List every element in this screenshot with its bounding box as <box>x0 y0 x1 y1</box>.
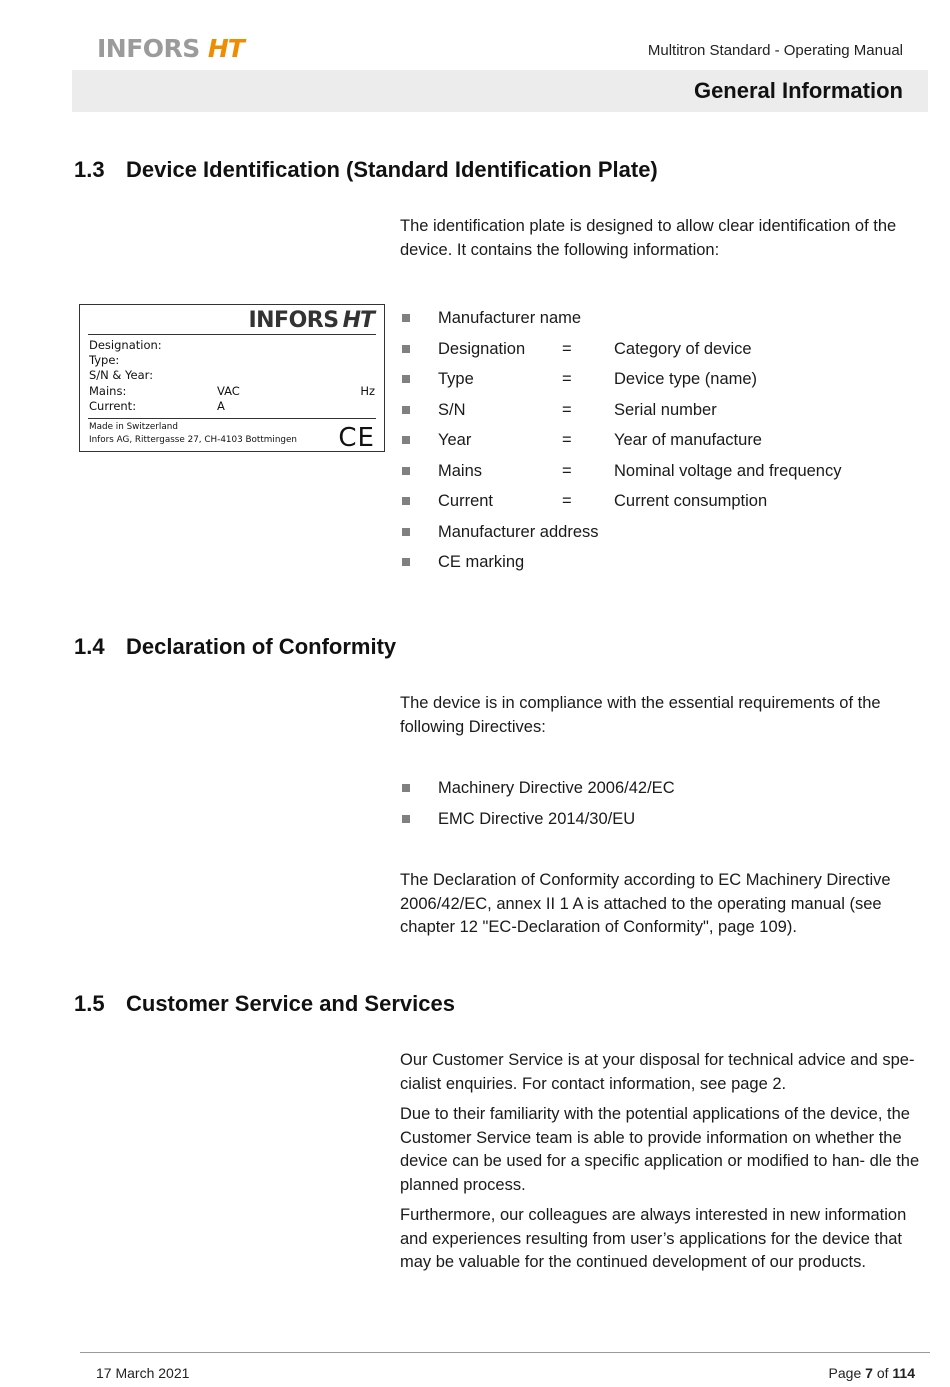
section-title: Declaration of Conformity <box>126 634 397 659</box>
plate-type-label: Type: <box>89 353 120 367</box>
bullet-square-icon <box>402 467 410 475</box>
plate-divider-bottom <box>88 418 376 419</box>
directives-list <box>400 777 675 838</box>
section-title: Device Identification (Standard Identification Plate) <box>126 157 658 182</box>
bullet-square-icon <box>402 345 410 353</box>
list-item <box>400 368 841 399</box>
logo-ht-mark: HT <box>207 34 244 63</box>
section-title: Customer Service and Services <box>126 991 455 1016</box>
item-description: Serial number <box>614 400 717 419</box>
bullet-square-icon <box>402 815 410 823</box>
section-1-4-closing: The Declaration of Conformity according to EC Machinery Directive 2006/42/EC, annex II 1 A is attached to the operating manual (see chapter 12 "EC-Declaration of Conformity", page 109). <box>400 871 891 936</box>
bullet-square-icon <box>402 528 410 536</box>
plate-mains-vac: VAC <box>217 384 240 398</box>
plate-made-in: Made in Switzerland <box>89 422 178 432</box>
page-prefix: Page <box>828 1365 862 1381</box>
bullet-square-icon <box>402 406 410 414</box>
bullet-square-icon <box>402 497 410 505</box>
page-total: 114 <box>892 1365 915 1381</box>
list-item <box>400 808 675 839</box>
ce-marking-icon: CE <box>338 423 375 453</box>
plate-mains-hz: Hz <box>360 384 375 398</box>
header-band <box>72 70 928 112</box>
infors-ht-logo <box>97 34 244 63</box>
logo-wordmark: INFORS <box>97 34 200 63</box>
item-equals: = <box>562 370 572 388</box>
item-equals: = <box>562 431 572 449</box>
item-term: Current <box>438 492 494 510</box>
bullet-square-icon <box>402 314 410 322</box>
page-of: of <box>876 1365 889 1381</box>
list-item <box>400 399 841 430</box>
directive-name: EMC Directive 2014/30/EU <box>438 809 636 828</box>
section-1-3-intro: The identification plate is designed to allow clear identification of the device. It contains the following information: <box>400 217 897 259</box>
section-1-4-intro: The device is in compliance with the essential requirements of the following Directives: <box>400 694 881 736</box>
item-description: Category of device <box>614 339 752 358</box>
item-term: S/N <box>438 400 466 419</box>
plate-current-label: Current: <box>89 399 137 413</box>
directive-name: Machinery Directive 2006/42/EC <box>438 779 675 797</box>
item-description: Current consumption <box>614 492 768 510</box>
list-item <box>400 777 675 808</box>
footer-date: 17 March 2021 <box>96 1365 190 1381</box>
bullet-square-icon <box>402 784 410 792</box>
item-term: CE marking <box>438 553 525 571</box>
section-1-5-paragraph-3: Furthermore, our colleagues are always interested in new information and experiences resulting from user’s applications for the device that may be valuable for the continued development of our products. <box>400 1206 907 1271</box>
item-description: Nominal voltage and frequency <box>614 461 842 480</box>
item-term: Manufacturer address <box>438 522 599 541</box>
list-item <box>400 521 841 552</box>
list-item <box>400 307 841 338</box>
identification-plate-figure <box>79 304 385 452</box>
item-term: Type <box>438 370 474 388</box>
plate-designation-label: Designation: <box>89 338 162 352</box>
item-description: Device type (name) <box>614 370 758 388</box>
item-equals: = <box>562 492 572 510</box>
item-equals: = <box>562 461 572 480</box>
item-term: Mains <box>438 461 483 480</box>
chapter-title: General Information <box>693 78 903 103</box>
list-item <box>400 460 841 491</box>
bullet-square-icon <box>402 558 410 566</box>
plate-address: Infors AG, Rittergasse 27, CH-4103 Bottmingen <box>89 435 297 445</box>
plate-sn-year-label: S/N & Year: <box>89 368 154 382</box>
plate-info-list <box>400 307 841 582</box>
item-term: Manufacturer name <box>438 309 582 327</box>
footer-divider <box>80 1352 930 1353</box>
document-title: Multitron Standard - Operating Manual <box>647 42 903 59</box>
list-item <box>400 429 841 460</box>
section-heading-1-5 <box>74 991 455 1017</box>
list-item <box>400 338 841 369</box>
list-item <box>400 490 841 521</box>
footer-page-number <box>829 1365 915 1381</box>
bullet-square-icon <box>402 436 410 444</box>
item-equals: = <box>562 339 572 358</box>
list-item <box>400 551 841 582</box>
section-1-5-paragraph-1: Our Customer Service is at your disposal for technical advice and spe- cialist enquiries. For contact information, see page 2. <box>400 1051 915 1093</box>
section-number: 1.4 <box>74 634 105 659</box>
item-equals: = <box>562 400 572 419</box>
section-number: 1.3 <box>74 157 105 182</box>
page-current: 7 <box>865 1365 873 1381</box>
section-1-5-paragraph-2: Due to their familiarity with the potential applications of the device, the Customer Service team is able to provide information on whether the device can be used for a specific application or modified to han- dle the planned process. <box>400 1105 920 1194</box>
item-term: Year <box>438 431 472 449</box>
plate-mains-label: Mains: <box>89 384 127 398</box>
section-heading-1-3 <box>74 157 658 183</box>
plate-logo-ht: HT <box>342 308 374 333</box>
item-term: Designation <box>438 339 526 358</box>
section-heading-1-4 <box>74 634 396 660</box>
plate-logo <box>248 308 374 333</box>
plate-current-unit: A <box>217 399 225 413</box>
plate-logo-wordmark: INFORS <box>248 308 339 333</box>
item-description: Year of manufacture <box>614 431 762 449</box>
plate-divider-top <box>88 334 376 335</box>
bullet-square-icon <box>402 375 410 383</box>
section-number: 1.5 <box>74 991 105 1016</box>
